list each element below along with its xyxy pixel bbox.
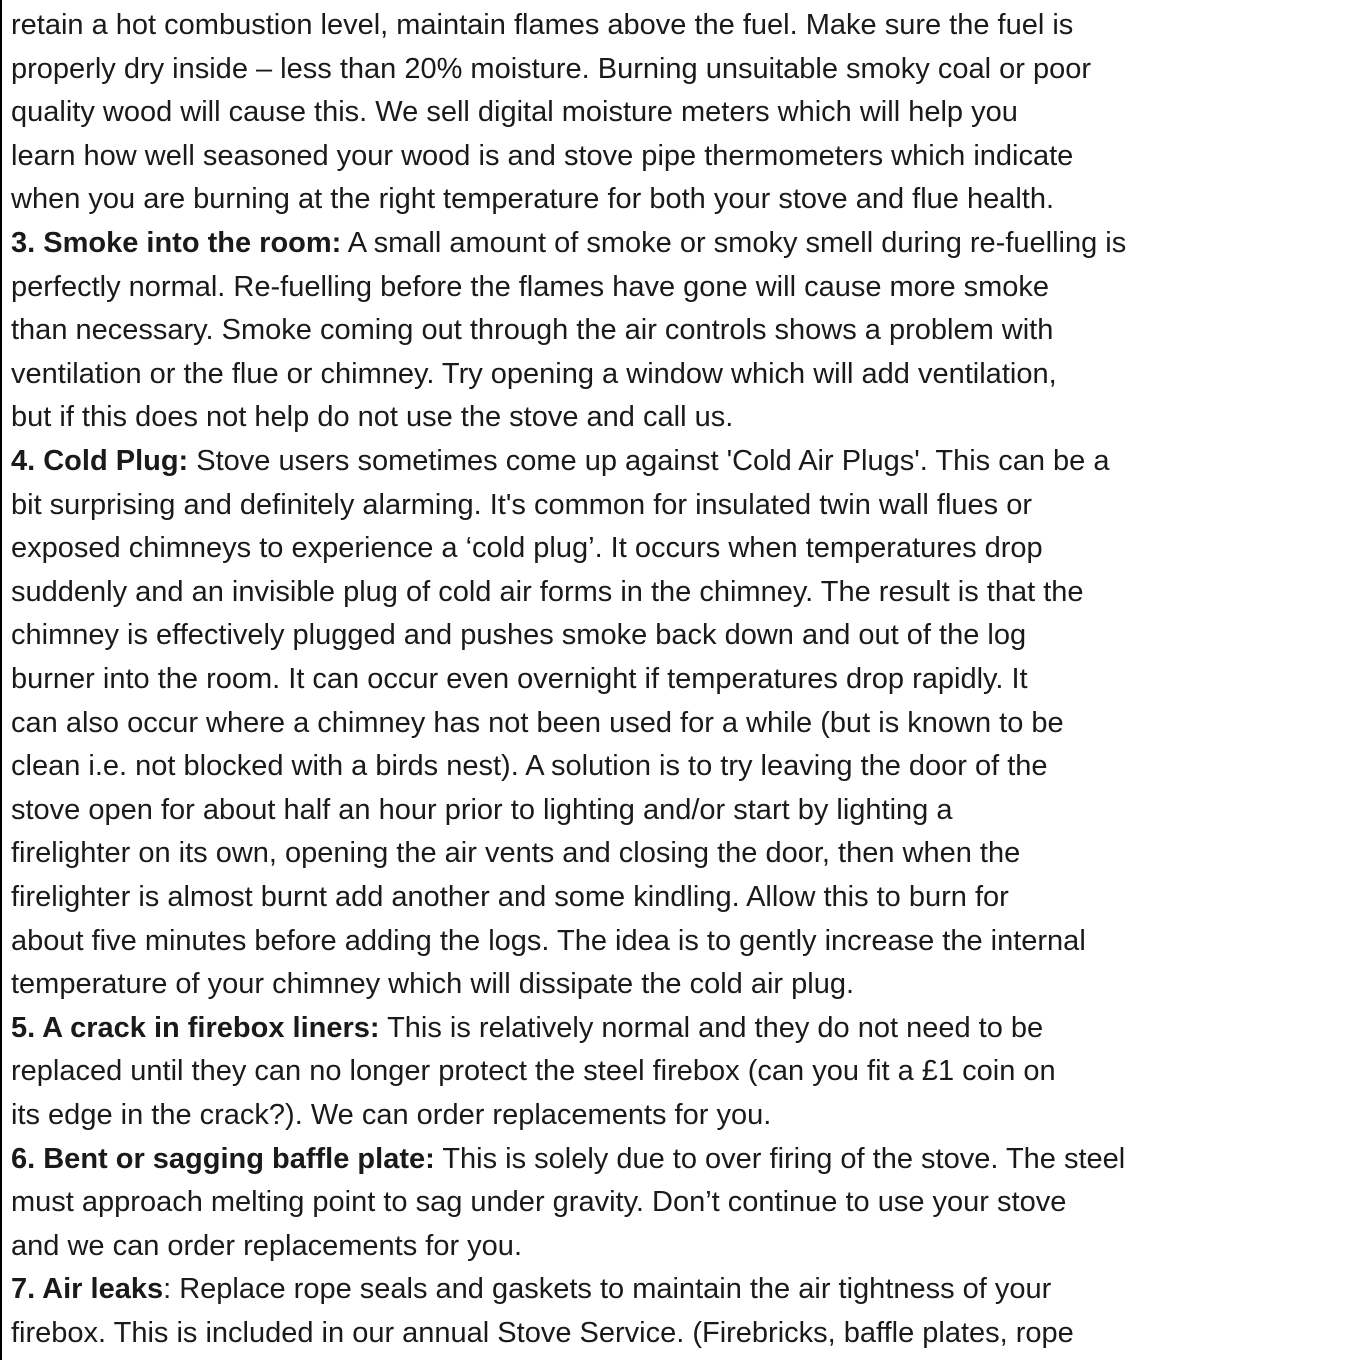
text-line — [11, 526, 1043, 570]
text-line — [11, 919, 1086, 963]
text-line — [11, 1267, 1051, 1311]
line-text: about five minutes before adding the logs. The idea is to gently increase the internal — [11, 924, 1086, 957]
text-line — [11, 1137, 1125, 1181]
line-text: suddenly and an invisible plug of cold air forms in the chimney. The result is that the — [11, 575, 1084, 608]
line-text: can also occur where a chimney has not been used for a while (but is known to be — [11, 706, 1064, 739]
line-text: clean i.e. not blocked with a birds nest). A solution is to try leaving the door of the — [11, 750, 1048, 783]
text-line — [11, 788, 952, 832]
line-text: perfectly normal. Re-fuelling before the flames have gone will cause more smoke — [11, 270, 1050, 303]
item-heading: 3. Smoke into the room: — [11, 227, 342, 259]
line-text: ventilation or the flue or chimney. Try opening a window which will add ventilation, — [11, 357, 1057, 390]
text-line — [11, 701, 1064, 745]
text-line — [11, 90, 1018, 134]
text-line — [11, 134, 1073, 178]
line-text: its edge in the crack?). We can order replacements for you. — [11, 1099, 772, 1131]
text-line — [11, 47, 1091, 91]
text-line — [11, 1311, 1074, 1355]
line-text: This is relatively normal and they do not need to be — [379, 1011, 1044, 1044]
line-text: firebox. This is included in our annual Stove Service. (Firebricks, baffle plates, rope — [11, 1317, 1074, 1349]
text-line — [11, 221, 1126, 265]
line-text: burner into the room. It can occur even overnight if temperatures drop rapidly. It — [11, 663, 1028, 695]
line-text: replaced until they can no longer protect the steel firebox (can you fit a £1 coin on — [11, 1055, 1056, 1088]
text-line — [11, 1180, 1066, 1224]
text-line — [11, 3, 1073, 47]
line-text: Stove users sometimes come up against 'Cold Air Plugs'. This can be a — [188, 445, 1110, 477]
text-line — [11, 1049, 1056, 1093]
text-line — [11, 265, 1049, 309]
line-text: retain a hot combustion level, maintain flames above the fuel. Make sure the fuel is — [11, 9, 1074, 41]
text-line — [11, 744, 1048, 788]
line-text: A small amount of smoke or smoky smell during re-fuelling is — [341, 227, 1127, 259]
line-text: learn how well seasoned your wood is and stove pipe thermometers which indicate — [11, 139, 1074, 172]
text-line — [11, 613, 1026, 657]
text-line — [11, 1224, 522, 1268]
text-line — [11, 395, 733, 439]
line-text: but if this does not help do not use the stove and call us. — [11, 401, 734, 434]
text-line — [11, 657, 1028, 701]
line-text: quality wood will cause this. We sell digital moisture meters which will help you — [11, 96, 1018, 129]
text-line — [11, 439, 1109, 483]
text-line — [11, 831, 1020, 875]
text-line — [11, 308, 1053, 352]
line-text: firelighter on its own, opening the air vents and closing the door, then when the — [11, 837, 1021, 870]
text-line — [11, 483, 1032, 527]
line-text: stove open for about half an hour prior to lighting and/or start by lighting a — [11, 793, 953, 826]
line-text: must approach melting point to sag under gravity. Don’t continue to use your stove — [11, 1186, 1067, 1219]
page-left-border — [0, 0, 2, 1360]
line-text: exposed chimneys to experience a ‘cold plug’. It occurs when temperatures drop — [11, 532, 1043, 565]
line-text: firelighter is almost burnt add another and some kindling. Allow this to burn for — [11, 881, 1009, 913]
line-text: bit surprising and definitely alarming. It's common for insulated twin wall flues or — [11, 488, 1032, 521]
text-line — [11, 352, 1057, 396]
text-line — [11, 177, 1054, 221]
text-line — [11, 962, 854, 1006]
item-heading: 5. A crack in firebox liners: — [11, 1011, 380, 1044]
item-heading: 6. Bent or sagging baffle plate: — [11, 1142, 435, 1175]
text-line — [11, 1093, 771, 1137]
line-text: temperature of your chimney which will dissipate the cold air plug. — [11, 968, 855, 1001]
line-text: chimney is effectively plugged and pushes smoke back down and out of the log — [11, 619, 1027, 652]
line-text: : Replace rope seals and gaskets to maintain the air tightness of your — [163, 1273, 1052, 1306]
line-text: and we can order replacements for you. — [11, 1229, 522, 1262]
line-text: This is solely due to over firing of the stove. The steel — [434, 1142, 1126, 1175]
text-line — [11, 570, 1084, 614]
item-heading: 7. Air leaks — [11, 1273, 164, 1306]
line-text: properly dry inside – less than 20% moisture. Burning unsuitable smoky coal or poor — [11, 52, 1091, 85]
item-heading: 4. Cold Plug: — [11, 445, 189, 477]
line-text: when you are burning at the right temperature for both your stove and flue health. — [11, 183, 1055, 216]
text-line — [11, 1006, 1043, 1050]
line-text: than necessary. Smoke coming out through the air controls shows a problem with — [11, 314, 1054, 347]
text-line — [11, 875, 1009, 919]
